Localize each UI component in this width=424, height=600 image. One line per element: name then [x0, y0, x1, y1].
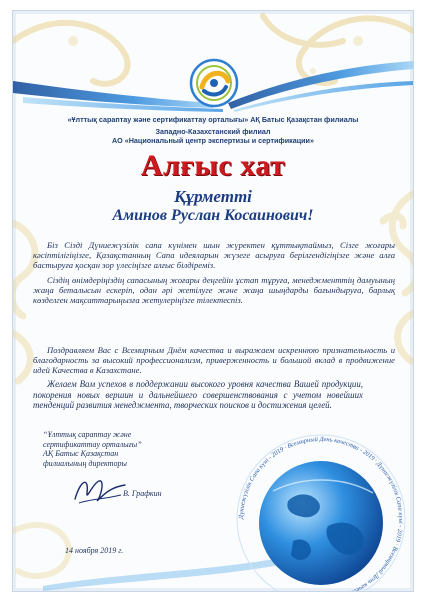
signatory-name: В. Графкин: [123, 489, 162, 498]
recipient-name: Аминов Руслан Косаинович!: [112, 207, 314, 224]
globe-icon: [233, 431, 409, 600]
signatory-org-line: “Ұлттық сараптау және: [43, 430, 132, 439]
handwritten-signature-icon: [71, 473, 129, 507]
signatory-org-line: филиалының директоры: [43, 458, 127, 468]
document-date: 14 ноября 2019 г.: [65, 546, 124, 555]
body-paragraph-ru-1: Поздравляем Вас с Всемирным Днём качества и выражаем искреннюю признательность и благодарность за высокий профессионализм, приверженность и большой вклад в продвижение идей Качества в Казахстане.: [33, 345, 395, 376]
globe-ring-text: Дүниежүзілік Сапа күні - 2019 · Всемирный День качества - 2019 · Дүниежүзілік Сапа күні - 2019 · Всемирный День качества - 2019: [237, 435, 405, 600]
organization-name-russian-line1: Западно-Казахстанский филиал: [155, 127, 271, 136]
body-paragraph-kz-2: Сіздің өнімдеріңіздің сапасының жоғары деңгейін ұстап тұруға, менеджменттің дамуының жаңа беталысын ескеріп, одан әрі жетілуге және жаңа шыңдарды бағындыруға, барлық көзделген мақсаттарыңызға жетулеріңізге тілектеспіз.: [33, 275, 395, 306]
signatory-org-line: сертификаттау орталығы”: [43, 439, 142, 449]
certificate-frame: [12, 10, 414, 600]
greeting: Құрметті: [174, 187, 252, 206]
organization-name-russian-line2: АО «Национальный центр экспертизы и сертификации»: [112, 136, 314, 145]
signatory-organization: [43, 430, 183, 468]
signatory-org-line: АҚ Батыс Қазақстан: [43, 449, 119, 459]
ncec-logo-icon: [188, 57, 240, 109]
body-paragraph-ru-2: Желаем Вам успехов в поддержании высокого уровня качества Вашей продукции, покорения новых вершин и дальнейшего совершенствования с учетом новейших тенденций развития менеджмента, творческих поисков и достижения целей.: [33, 379, 363, 411]
document-title: Алғыс хат: [140, 149, 286, 182]
body-paragraph-kz-1: Біз Сізді Дүниежүзілік сапа күнімен шын жүректен құттықтаймыз, Сізге жоғары кәсіптілігіңізге, Қазақстанның Сапа идеяларын жүзеге асыруға берілгендігіңізге және алға бастыруға қосқан зор үлесіңізге алғыс білдіреміз.: [33, 240, 395, 271]
organization-name-kazakh: «Ұлттық сараптау және сертификаттау орталығы» АҚ Батыс Қазақстан филиалы: [67, 115, 359, 124]
